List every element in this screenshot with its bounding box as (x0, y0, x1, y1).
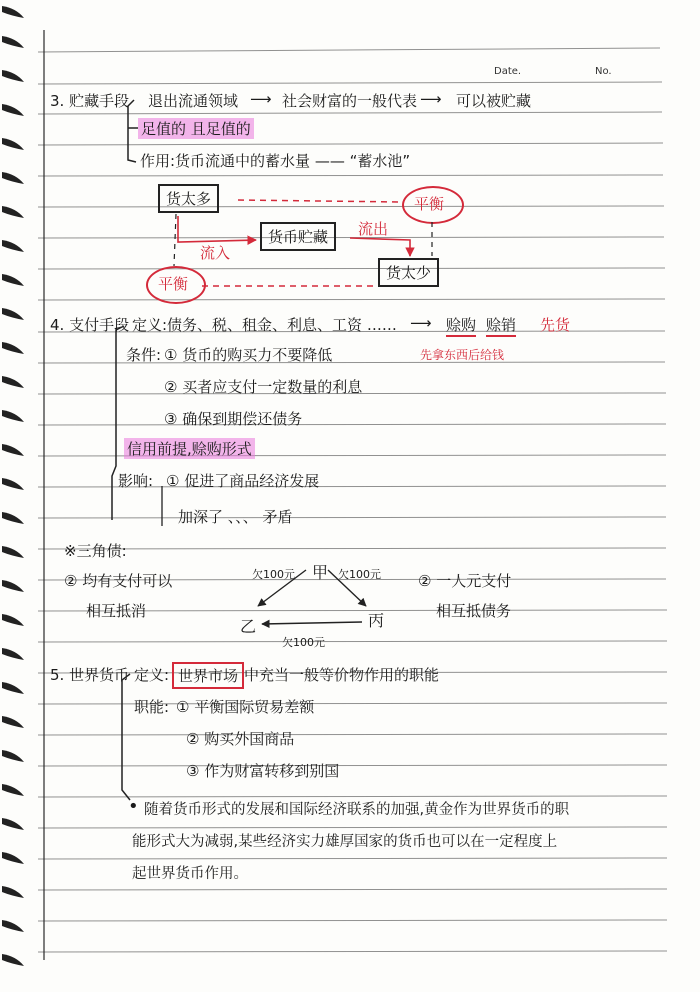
section-4-heading: 4. 支付手段 (50, 316, 130, 334)
number-label: No. (595, 66, 612, 77)
s5-paragraph-line-1: 随着货币形式的发展和国际经济联系的加强,黄金作为世界货币的职 (144, 802, 570, 818)
arrow-icon: ⟶ (420, 90, 442, 108)
bullet-icon: • (128, 796, 139, 817)
s5-def-rest: 中充当一般等价物作用的职能 (244, 666, 440, 684)
s5-def-label: 定义: (134, 666, 170, 684)
triangle-right-2: 相互抵债务 (436, 602, 512, 620)
diagram-node-too-little: 货太少 (378, 258, 439, 287)
diagram-balance-a: 平衡 (414, 195, 445, 213)
s5-def-box: 世界市场 (172, 662, 244, 689)
section-5-heading: 5. 世界货币 (50, 666, 130, 684)
diagram-flow-in-label: 流入 (200, 244, 231, 262)
s4-def-tail: 赊购 (446, 314, 476, 337)
s3-role: 作用:货币流通中的蓄水量 —— “蓄水池” (140, 152, 411, 170)
s4-impact-2: 加深了 、、、 矛盾 (178, 508, 293, 526)
s5-func-label: 职能: (134, 698, 170, 716)
s4-def-red: 先货 (540, 316, 571, 334)
diagram-flow-out-label: 流出 (358, 220, 389, 238)
s4-cond-label: 条件: (126, 346, 162, 364)
s4-condition-2: ② 买者应支付一定数量的利息 (164, 378, 363, 396)
s3-highlight: 足值的 且足值的 (138, 118, 254, 139)
triangle-node-right: 丙 (368, 611, 385, 630)
s4-impact-1: ① 促进了商品经济发展 (166, 472, 320, 490)
triangle-node-top: 甲 (312, 563, 329, 582)
s4-condition-1: ① 货币的购买力不要降低 (164, 346, 333, 364)
date-label: Date. (494, 66, 522, 77)
triangle-title: ※三角债: (64, 542, 127, 560)
s3-line1-c: 可以被贮藏 (456, 92, 532, 110)
s4-premise: 信用前提,赊购形式 (124, 438, 255, 459)
triangle-left-2: 相互抵消 (86, 602, 147, 620)
arrow-icon: ⟶ (250, 90, 272, 108)
triangle-node-left: 乙 (240, 617, 257, 636)
triangle-edge-label-1: 欠100元 (252, 568, 295, 581)
diagram-node-too-much: 货太多 (158, 184, 219, 213)
section-3-heading: 3. 贮藏手段 (50, 92, 130, 110)
s5-func-2: ② 购买外国商品 (186, 730, 295, 748)
s3-line1-a: 退出流通领域 (148, 92, 239, 110)
spiral-binding (0, 0, 40, 992)
s5-paragraph-line-2: 能形式大为减弱,某些经济实力雄厚国家的货币也可以在一定程度上 (132, 834, 558, 850)
triangle-edge-label-2: 欠100元 (338, 568, 381, 581)
s4-def-tail2: 赊销 (486, 314, 516, 337)
s4-impact-label: 影响: (118, 472, 154, 490)
diagram-node-hoard: 货币贮藏 (260, 222, 336, 251)
s3-line1-b: 社会财富的一般代表 (282, 92, 418, 110)
diagram-balance-b: 平衡 (158, 275, 189, 293)
triangle-edge-label-3: 欠100元 (282, 636, 325, 649)
triangle-right-1: ② 一人元支付 (418, 572, 512, 590)
arrow-icon: ⟶ (410, 314, 432, 332)
s5-paragraph-line-3: 起世界货币作用。 (132, 866, 248, 882)
s4-red-note: 先拿东西后给钱 (420, 348, 505, 362)
s4-definition: 定义:债务、税、租金、利息、工资 …… (132, 316, 397, 334)
s5-func-3: ③ 作为财富转移到别国 (186, 762, 340, 780)
s4-condition-3: ③ 确保到期偿还债务 (164, 410, 303, 428)
s5-func-1: ① 平衡国际贸易差额 (176, 698, 315, 716)
triangle-left-1: ② 均有支付可以 (64, 572, 173, 590)
